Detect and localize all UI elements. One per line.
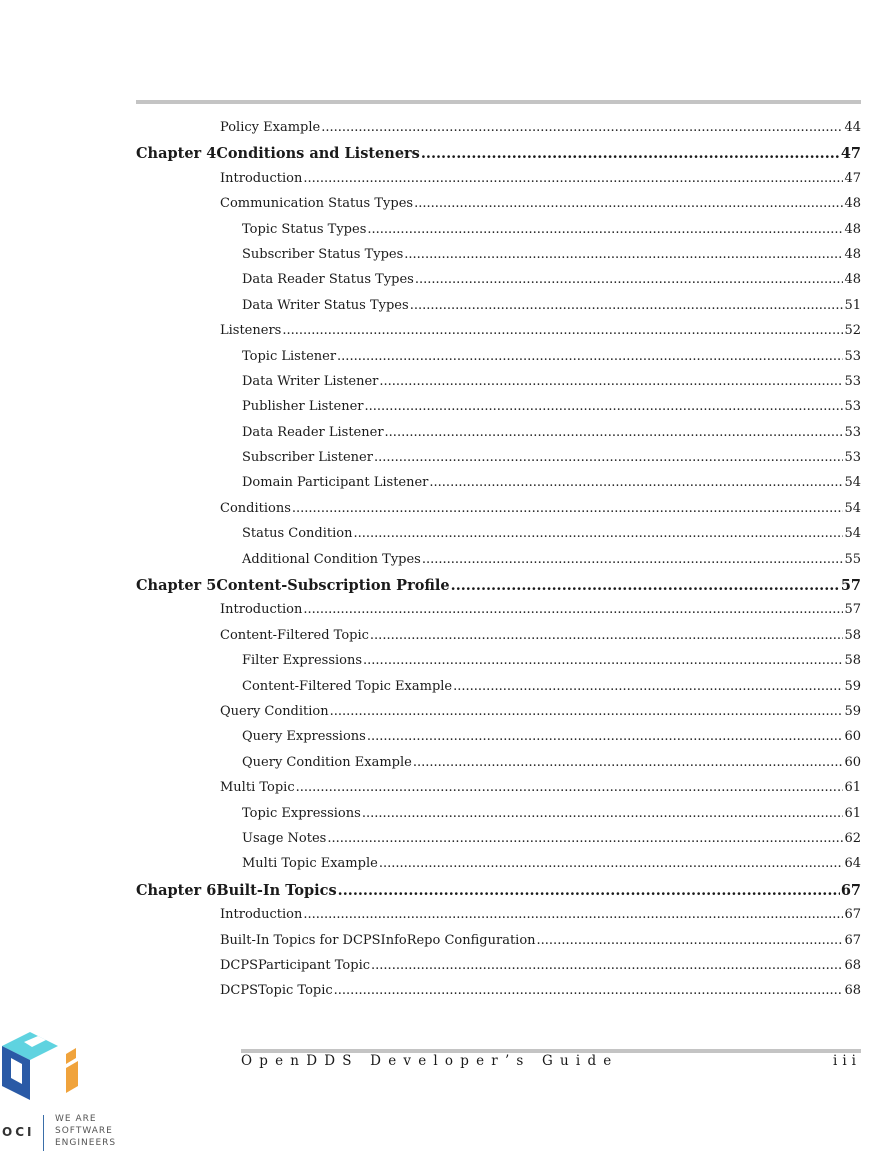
toc-page-number: 60 [844, 729, 861, 745]
toc-page-number: 61 [844, 780, 861, 796]
toc-page-number: 54 [844, 526, 861, 542]
toc-entry-title: Filter Expressions [242, 653, 363, 669]
toc-dot-leader [367, 222, 843, 237]
toc-entry[interactable] [136, 526, 861, 551]
toc-entry-title: Built-In Topics for DCPSInfoRepo Configuration [220, 932, 536, 948]
toc-entry[interactable] [136, 272, 861, 297]
toc-chapter-number: Chapter 5 [136, 577, 217, 595]
toc-entry[interactable] [136, 933, 861, 958]
company-tagline [55, 1113, 116, 1149]
toc-dot-leader [370, 628, 844, 643]
toc-entry-title: DCPSParticipant Topic [220, 957, 371, 973]
toc-page-number: 53 [844, 373, 861, 389]
tagline-line: ENGINEERS [55, 1138, 117, 1148]
toc-entry-title: Communication Status Types [220, 196, 414, 212]
toc-entry-title: Conditions and Listeners [216, 145, 420, 163]
toc-page-number: 53 [844, 399, 861, 415]
toc-dot-leader [303, 171, 843, 186]
toc-page-number: 44 [844, 120, 861, 135]
toc-entry-title: Introduction [220, 602, 303, 618]
toc-page-number: 68 [844, 957, 861, 973]
toc-page-number: 51 [844, 297, 861, 313]
toc-dot-leader [337, 349, 843, 364]
toc-entry[interactable] [136, 958, 861, 983]
toc-dot-leader [292, 501, 844, 516]
toc-page-number: 47 [840, 145, 861, 163]
toc-entry-title: Domain Participant Listener [242, 475, 429, 491]
toc-chapter-entry[interactable] [136, 882, 861, 907]
toc-entry[interactable] [136, 298, 861, 323]
toc-entry[interactable] [136, 983, 861, 1008]
toc-page-number: 54 [844, 475, 861, 491]
toc-page-number: 52 [844, 323, 861, 339]
toc-dot-leader [330, 704, 844, 719]
toc-entry[interactable] [136, 222, 861, 247]
toc-entry-title: Content-Subscription Profile [216, 577, 450, 595]
tagline-line: SOFTWARE [55, 1126, 113, 1136]
toc-dot-leader [410, 298, 844, 313]
toc-page-number: 54 [844, 500, 861, 516]
toc-dot-leader [413, 755, 844, 770]
toc-entry[interactable] [136, 323, 861, 348]
toc-entry[interactable] [136, 755, 861, 780]
toc-dot-leader [362, 806, 844, 821]
toc-page-number: 57 [840, 577, 861, 595]
toc-entry-title: Additional Condition Types [242, 551, 421, 567]
toc-entry[interactable] [136, 247, 861, 272]
toc-dot-leader [296, 780, 844, 795]
toc-entry[interactable] [136, 704, 861, 729]
toc-entry[interactable] [136, 806, 861, 831]
toc-entry-title: Data Reader Listener [242, 424, 384, 440]
toc-entry-title: Multi Topic [220, 780, 295, 796]
toc-entry[interactable] [136, 831, 861, 856]
toc-entry-title: Topic Listener [242, 348, 337, 364]
toc-entry-title: Publisher Listener [242, 399, 364, 415]
toc-entry-title: Subscriber Listener [242, 450, 373, 466]
toc-entry[interactable] [136, 349, 861, 374]
toc-entry[interactable] [136, 171, 861, 196]
footer-page-number: iii [833, 1053, 861, 1069]
toc-entry-title: Multi Topic Example [242, 856, 378, 872]
toc-page-number: 60 [844, 754, 861, 770]
toc-page-number: 64 [844, 856, 861, 872]
toc-dot-leader [404, 247, 843, 262]
toc-page-number: 47 [844, 170, 861, 186]
toc-entry[interactable] [136, 552, 861, 577]
toc-page-number: 53 [844, 348, 861, 364]
toc-dot-leader [537, 933, 844, 948]
toc-entry[interactable] [136, 729, 861, 754]
toc-page-number: 61 [844, 805, 861, 821]
toc-dot-leader [367, 729, 844, 744]
toc-entry[interactable] [136, 907, 861, 932]
toc-dot-leader [374, 450, 844, 465]
oci-cube-logo-icon [0, 1026, 80, 1101]
toc-entry[interactable] [136, 425, 861, 450]
toc-page-number: 68 [844, 983, 861, 999]
toc-dot-leader [453, 679, 843, 694]
toc-entry[interactable] [136, 475, 861, 500]
toc-entry-title: Usage Notes [242, 830, 327, 846]
toc-page-number: 67 [844, 907, 861, 923]
toc-dot-leader [422, 552, 844, 567]
toc-entry[interactable] [136, 653, 861, 678]
toc-dot-leader [282, 323, 843, 338]
toc-dot-leader [321, 120, 843, 135]
toc-entry-title: Content-Filtered Topic Example [242, 678, 453, 694]
toc-entry-title: Introduction [220, 170, 303, 186]
toc-page-number: 48 [844, 272, 861, 288]
toc-entry-title: Introduction [220, 907, 303, 923]
toc-page-number: 48 [844, 196, 861, 212]
toc-chapter-entry[interactable] [136, 577, 861, 602]
toc-chapter-number: Chapter 6 [136, 881, 217, 899]
toc-dot-leader [334, 983, 844, 998]
toc-entry-title: DCPSTopic Topic [220, 983, 333, 999]
toc-entry[interactable] [136, 780, 861, 805]
toc-page-number: 58 [844, 627, 861, 643]
toc-entry-title: Built-In Topics [216, 881, 337, 899]
toc-entry-title: Query Expressions [242, 729, 366, 745]
toc-dot-leader [385, 425, 844, 440]
toc-entry[interactable] [136, 196, 861, 221]
toc-page-number: 58 [844, 653, 861, 669]
toc-entry[interactable] [136, 628, 861, 653]
toc-entry-title: Status Condition [242, 526, 353, 542]
toc-dot-leader [451, 577, 840, 594]
toc-page-number: 67 [844, 932, 861, 948]
toc-entry[interactable] [136, 679, 861, 704]
toc-entry-title: Listeners [220, 323, 282, 339]
toc-entry-title: Query Condition Example [242, 754, 412, 770]
toc-page-number: 59 [844, 678, 861, 694]
toc-dot-leader [303, 907, 843, 922]
toc-dot-leader [303, 602, 843, 617]
toc-entry[interactable] [136, 450, 861, 475]
toc-entry-title: Content-Filtered Topic [220, 627, 369, 643]
toc-page-number: 67 [840, 881, 861, 899]
toc-page-number: 48 [844, 246, 861, 262]
top-rule [136, 100, 861, 104]
toc-dot-leader [371, 958, 843, 973]
toc-dot-leader [327, 831, 843, 846]
toc-entry-title: Subscriber Status Types [242, 246, 404, 262]
toc-page-number: 59 [844, 703, 861, 719]
toc-page-number: 53 [844, 450, 861, 466]
toc-chapter-number: Chapter 4 [136, 145, 217, 163]
toc-page-number: 55 [844, 551, 861, 567]
toc-entry-title: Data Reader Status Types [242, 272, 414, 288]
company-name: OCI [2, 1125, 35, 1139]
tagline-line: WE ARE [55, 1114, 97, 1124]
table-of-contents [136, 120, 861, 1009]
toc-dot-leader [354, 526, 844, 541]
toc-dot-leader [421, 145, 840, 162]
toc-entry-title: Conditions [220, 500, 291, 516]
brand-divider [43, 1115, 44, 1151]
toc-entry[interactable] [136, 120, 861, 145]
toc-dot-leader [379, 374, 843, 389]
toc-entry-title: Data Writer Listener [242, 373, 379, 389]
toc-entry[interactable] [136, 399, 861, 424]
toc-dot-leader [429, 475, 843, 490]
toc-entry[interactable] [136, 602, 861, 627]
toc-page-number: 53 [844, 424, 861, 440]
toc-entry-title: Topic Status Types [242, 221, 367, 237]
toc-entry[interactable] [136, 501, 861, 526]
toc-dot-leader [365, 399, 844, 414]
toc-entry-title: Data Writer Status Types [242, 297, 409, 313]
footer-title: OpenDDS Developer’s Guide [241, 1053, 619, 1069]
toc-dot-leader [415, 272, 844, 287]
toc-dot-leader [414, 196, 843, 211]
toc-chapter-entry[interactable] [136, 145, 861, 170]
toc-page-number: 48 [844, 221, 861, 237]
toc-entry[interactable] [136, 856, 861, 881]
toc-dot-leader [379, 856, 844, 871]
toc-page-number: 62 [844, 830, 861, 846]
toc-entry-title: Query Condition [220, 703, 329, 719]
toc-dot-leader [338, 882, 840, 899]
toc-page-number: 57 [844, 602, 861, 618]
toc-entry[interactable] [136, 374, 861, 399]
toc-entry-title: Topic Expressions [242, 805, 361, 821]
toc-dot-leader [363, 653, 843, 668]
toc-entry-title: Policy Example [220, 120, 321, 135]
